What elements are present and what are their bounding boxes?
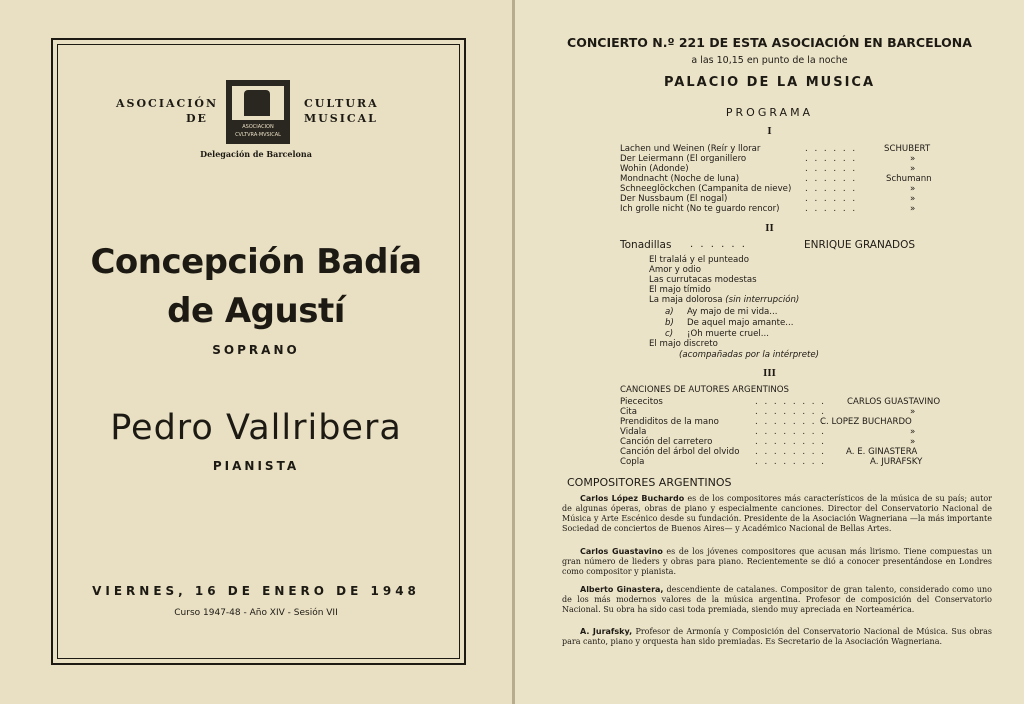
part1-leader: . . . . . . <box>805 174 858 184</box>
performer2-role: PIANISTA <box>212 459 300 473</box>
part3-leader: . . . . . . . . <box>755 417 826 427</box>
performer2-name: Pedro Vallribera <box>110 408 402 448</box>
performer1-line2: de Agustí <box>167 291 345 331</box>
composer-bio-text: es de los jóvenes compositores que acusan más lirismo. Tiene compuestas un gran número de lieders y obras para piano. Recientemente se dió a conocer presentándose en Londres como compositor y pianista. <box>562 547 992 576</box>
part2-song-title: Las currutacas modestas <box>649 275 757 285</box>
part1-composer: » <box>910 194 916 204</box>
part3-song-title: Cita <box>620 407 638 417</box>
part2-sub-letter: c) <box>665 329 674 339</box>
part3-composer: A. E. GINASTERA <box>846 447 918 457</box>
part2-sub-title: ¡Oh muerte cruel... <box>687 329 769 339</box>
part1-song-title: Wohin (Adonde) <box>620 164 689 174</box>
part1-composer: » <box>910 204 916 214</box>
logo-text-1: ASOCIACION <box>242 124 274 130</box>
composer-bio-name: A. Jurafsky, <box>580 627 633 636</box>
composer-bio-name: Carlos López Buchardo <box>580 494 685 503</box>
part2-leader: . . . . . . <box>690 239 747 250</box>
composers-heading: COMPOSITORES ARGENTINOS <box>567 476 732 489</box>
part1-song-title: Lachen und Weinen (Reír y llorar <box>620 144 761 154</box>
assoc-left-2: DE <box>186 112 208 125</box>
part3-composer: CARLOS GUASTAVINO <box>847 397 941 407</box>
part2-song-title: Amor y odio <box>649 265 701 275</box>
part1-leader: . . . . . . <box>805 144 858 154</box>
part3-composer: » <box>910 407 916 417</box>
program-heading: PROGRAMA <box>725 106 814 119</box>
part3-leader: . . . . . . . . <box>755 457 826 467</box>
composer-bio <box>562 585 992 615</box>
part3-leader: . . . . . . . . <box>755 427 826 437</box>
part1-leader: . . . . . . <box>805 154 858 164</box>
part3-song-title: Prendiditos de la mano <box>620 417 719 427</box>
part1-leader: . . . . . . <box>805 194 858 204</box>
composer-bio-text: descendiente de catalanes. Compositor de gran talento, considerado como uno de los más modernos valores de la música argentina. Profesor de composición del Conservatorio Nacional. Su obra ha sido casi toda premiada, siendo muy apreciada en Norteamérica. <box>562 585 992 614</box>
performer1-role: SOPRANO <box>212 343 300 357</box>
part3-leader: . . . . . . . . <box>755 447 826 457</box>
part3-composer: » <box>910 437 916 447</box>
part3-composer: C. LOPEZ BUCHARDO <box>820 417 912 427</box>
association-logo-icon <box>226 80 290 144</box>
assoc-left-1: ASOCIACIÓN <box>116 97 219 110</box>
part2-composer: ENRIQUE GRANADOS <box>804 239 916 251</box>
part2-maja: La maja dolorosa (sin interrupción) <box>649 295 800 305</box>
program-page <box>515 0 1024 704</box>
composer-bio-text: Profesor de Armonía y Composición del Conservatorio Nacional de Música. Sus obras para canto, piano y orquesta han sido premiadas. Es Secretario de la Asociación Wagneriana. <box>562 627 993 646</box>
composer-bio <box>562 494 992 534</box>
part2-sub-letter: b) <box>665 318 674 328</box>
assoc-right-1: CULTURA <box>304 97 379 110</box>
part1-number: I <box>767 127 772 137</box>
part1-leader: . . . . . . <box>805 164 858 174</box>
part1-composer: SCHUBERT <box>884 144 931 154</box>
course-info: Curso 1947-48 - Año XIV - Sesión VII <box>174 608 338 618</box>
composer-bio-name: Alberto Ginastera, <box>580 585 664 594</box>
part1-composer: » <box>910 164 916 174</box>
composer-bio <box>562 547 992 577</box>
concert-title: CONCIERTO N.º 221 DE ESTA ASOCIACIÓN EN BARCELONA <box>567 35 972 50</box>
part1-song-title: Der Leiermann (El organillero <box>620 154 747 164</box>
part1-song-title: Ich grolle nicht (No te guardo rencor) <box>620 204 780 214</box>
composer-bio-name: Carlos Guastavino <box>580 547 663 556</box>
part2-song-title: El majo tímido <box>649 285 711 295</box>
part2-sub-title: De aquel majo amante... <box>687 318 794 328</box>
part3-song-title: Canción del árbol del olvido <box>620 447 740 457</box>
part1-composer: » <box>910 154 916 164</box>
logo-text-2: CVLTVRA·MVSICAL <box>235 132 281 138</box>
part3-song-title: Vidala <box>620 427 647 437</box>
part3-composer: A. JURAFSKY <box>870 457 923 467</box>
part1-song-title: Schneeglöckchen (Campanita de nieve) <box>620 184 792 194</box>
concert-date: VIERNES, 16 DE ENERO DE 1948 <box>92 584 420 598</box>
part1-song-title: Der Nussbaum (El nogal) <box>620 194 728 204</box>
part2-title: Tonadillas <box>620 239 672 251</box>
composer-bio <box>562 627 992 647</box>
performer1-line1: Concepción Badía <box>90 242 422 282</box>
part2-song-title: El tralalá y el punteado <box>649 255 749 265</box>
part2-last: El majo discreto <box>649 339 718 349</box>
delegation: Delegación de Barcelona <box>200 149 312 159</box>
part2-number: II <box>765 224 774 234</box>
part3-song-title: Copla <box>620 457 645 467</box>
part3-song-title: Canción del carretero <box>620 437 713 447</box>
composer-bio-text: es de los compositores más característicos de la música de su país; autor de algunas óperas, obras de piano y especialmente canciones. Director del Conservatorio Nacional de Música y Arte Escénico desde su fundación. Presidente de la Asociación Wagneriana —la más importante Sociedad de conciertos de Buenos Aires— y Académico Nacional de Bellas Artes. <box>562 494 992 533</box>
part1-composer: Schumann <box>886 174 932 184</box>
part1-leader: . . . . . . <box>805 184 858 194</box>
assoc-right-2: MUSICAL <box>304 112 378 125</box>
part2-sub-letter: a) <box>665 307 674 317</box>
part1-composer: » <box>910 184 916 194</box>
part1-song-title: Mondnacht (Noche de luna) <box>620 174 740 184</box>
part3-number: III <box>763 369 776 379</box>
part3-song-title: Piececitos <box>620 397 663 407</box>
venue: PALACIO DE LA MUSICA <box>663 75 876 90</box>
part2-note: (acompañadas por la intérprete) <box>679 350 820 360</box>
part3-leader: . . . . . . . . <box>755 437 826 447</box>
part2-sub-title: Ay majo de mi vida... <box>687 307 778 317</box>
part3-leader: . . . . . . . . <box>755 397 826 407</box>
part1-leader: . . . . . . <box>805 204 858 214</box>
part3-composer: » <box>910 427 916 437</box>
concert-time: a las 10,15 en punto de la noche <box>691 55 848 66</box>
part3-leader: . . . . . . . . <box>755 407 826 417</box>
part3-title: CANCIONES DE AUTORES ARGENTINOS <box>620 385 790 395</box>
